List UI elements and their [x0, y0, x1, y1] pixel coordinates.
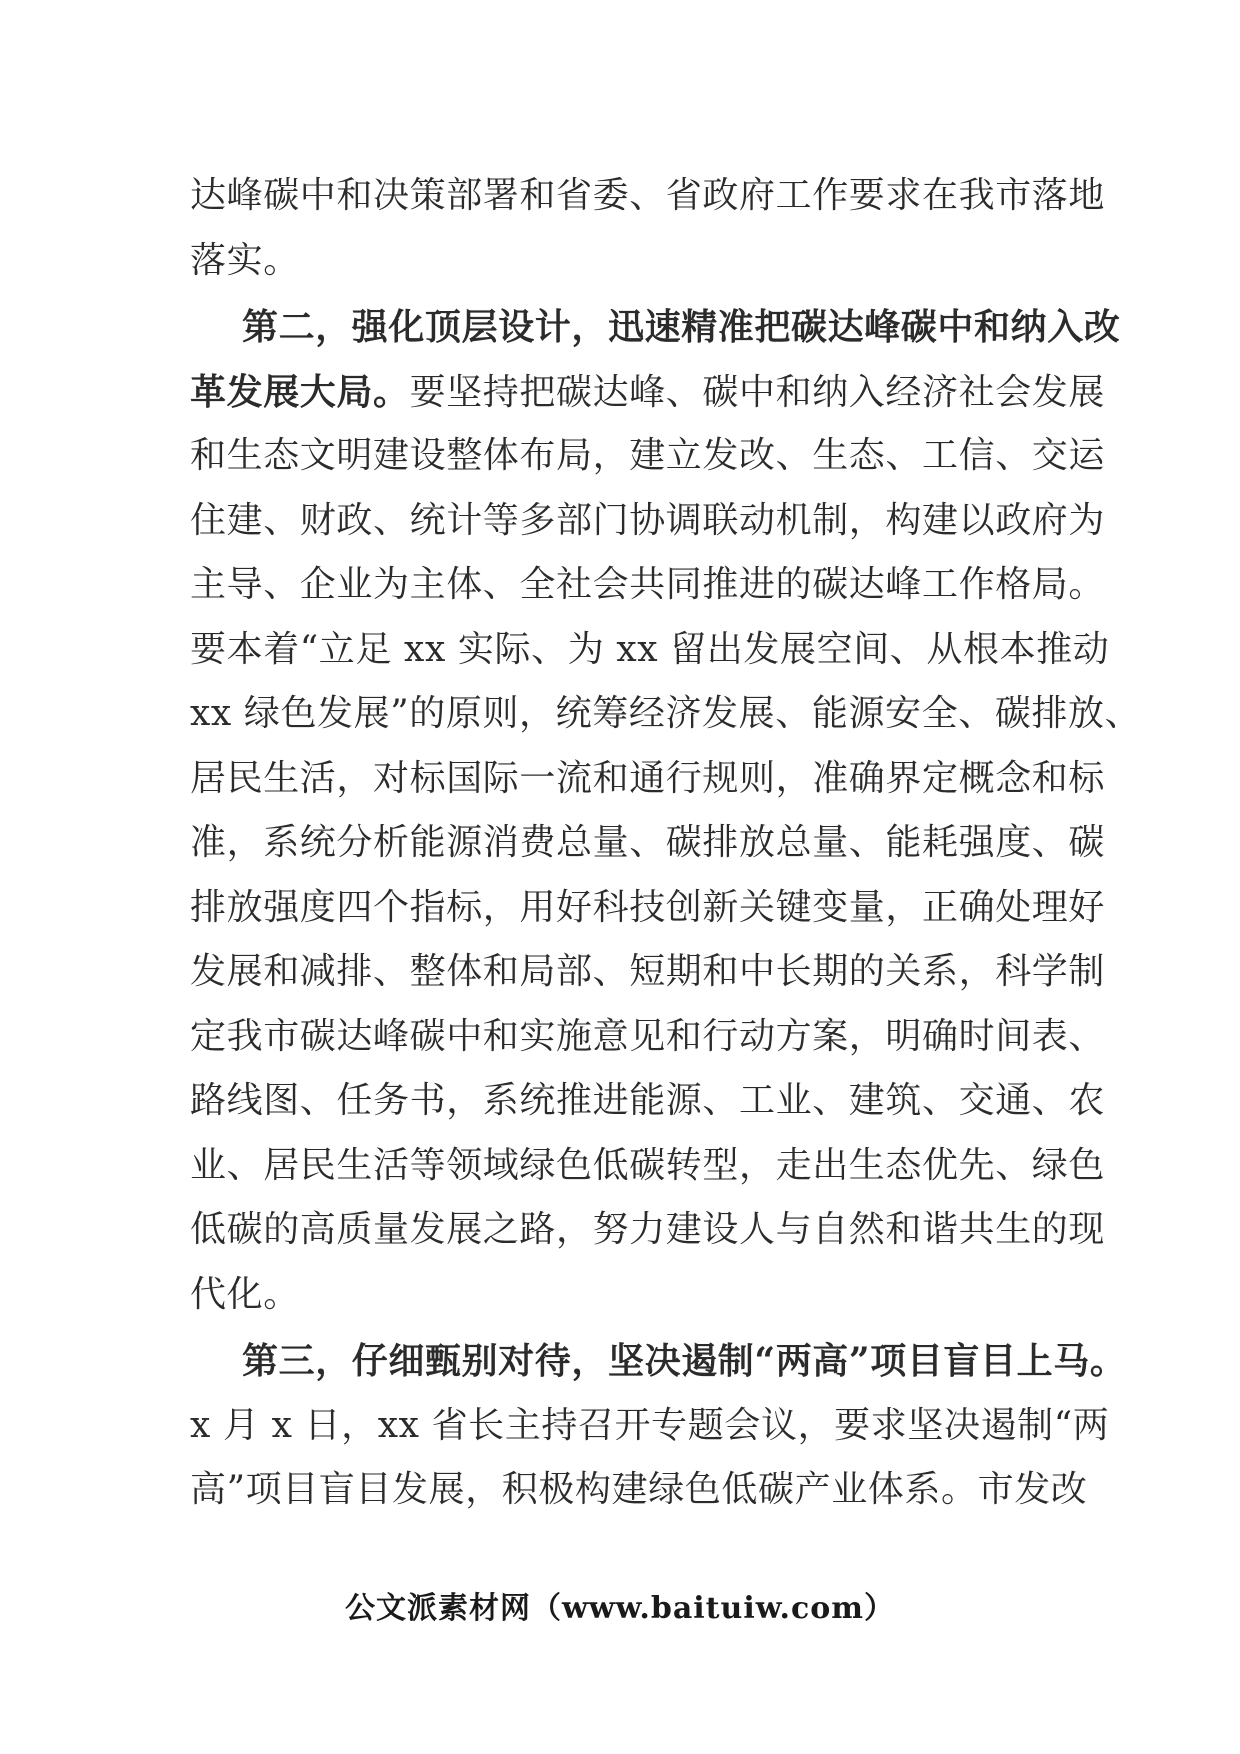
paragraph-2-line: 业、居民生活等领域绿色低碳转型，走出生态优先、绿色 — [190, 1144, 1106, 1186]
paragraph-2-heading-line: 第二，强化顶层设计，迅速精准把碳达峰碳中和纳入改 — [242, 306, 1121, 348]
document-body — [190, 164, 1142, 1523]
paragraph-3-line: 高”项目盲目发展，积极构建绿色低碳产业体系。市发改 — [190, 1469, 1088, 1510]
paragraph-2-line: 住建、财政、统计等多部门协调联动机制，构建以政府为 — [190, 499, 1106, 541]
paragraph-2-heading-end: 革发展大局。 — [190, 370, 410, 413]
paragraph-3-line: x 月 x 日，xx 省长主持召开专题会议，要求坚决遏制“两 — [190, 1404, 1110, 1446]
footer-watermark: 公文派素材网（www.baituiw.com） — [344, 1591, 896, 1626]
paragraph-2-line-last: 代化。 — [190, 1273, 300, 1315]
paragraph-2-line: 要本着“立足 xx 实际、为 xx 留出发展空间、从根本推动 — [190, 628, 1110, 670]
paragraph-2-line: 路线图、任务书，系统推进能源、工业、建筑、交通、农 — [190, 1080, 1106, 1121]
paragraph-1-line-2: 落实。 — [190, 239, 300, 281]
paragraph-2-line: 和生态文明建设整体布局，建立发改、生态、工信、交运 — [190, 435, 1106, 476]
paragraph-2-line: 低碳的高质量发展之路，努力建设人与自然和谐共生的现 — [190, 1209, 1106, 1250]
paragraph-3-heading: 第三，仔细甄别对待，坚决遏制“两高”项目盲目上马。 — [242, 1340, 1127, 1382]
paragraph-2-line: xx 绿色发展”的原则，统筹经济发展、能源安全、碳排放、 — [190, 693, 1142, 734]
paragraph-2-line-2-text: 要坚持把碳达峰、碳中和纳入经济社会发展 — [409, 371, 1106, 413]
paragraph-2-line: 排放强度四个指标，用好科技创新关键变量，正确处理好 — [190, 886, 1106, 928]
paragraph-2-line: 居民生活，对标国际一流和通行规则，准确界定概念和标 — [190, 757, 1106, 799]
paragraph-2-line: 定我市碳达峰碳中和实施意见和行动方案，明确时间表、 — [190, 1015, 1106, 1057]
paragraph-2-line-2 — [190, 360, 1106, 425]
paragraph-2-line: 发展和减排、整体和局部、短期和中长期的关系，科学制 — [190, 951, 1106, 992]
paragraph-2-line: 准，系统分析能源消费总量、碳排放总量、能耗强度、碳 — [190, 822, 1106, 863]
paragraph-1-line-1: 达峰碳中和决策部署和省委、省政府工作要求在我市落地 — [190, 175, 1106, 216]
paragraph-2-line: 主导、企业为主体、全社会共同推进的碳达峰工作格局。 — [190, 564, 1106, 605]
